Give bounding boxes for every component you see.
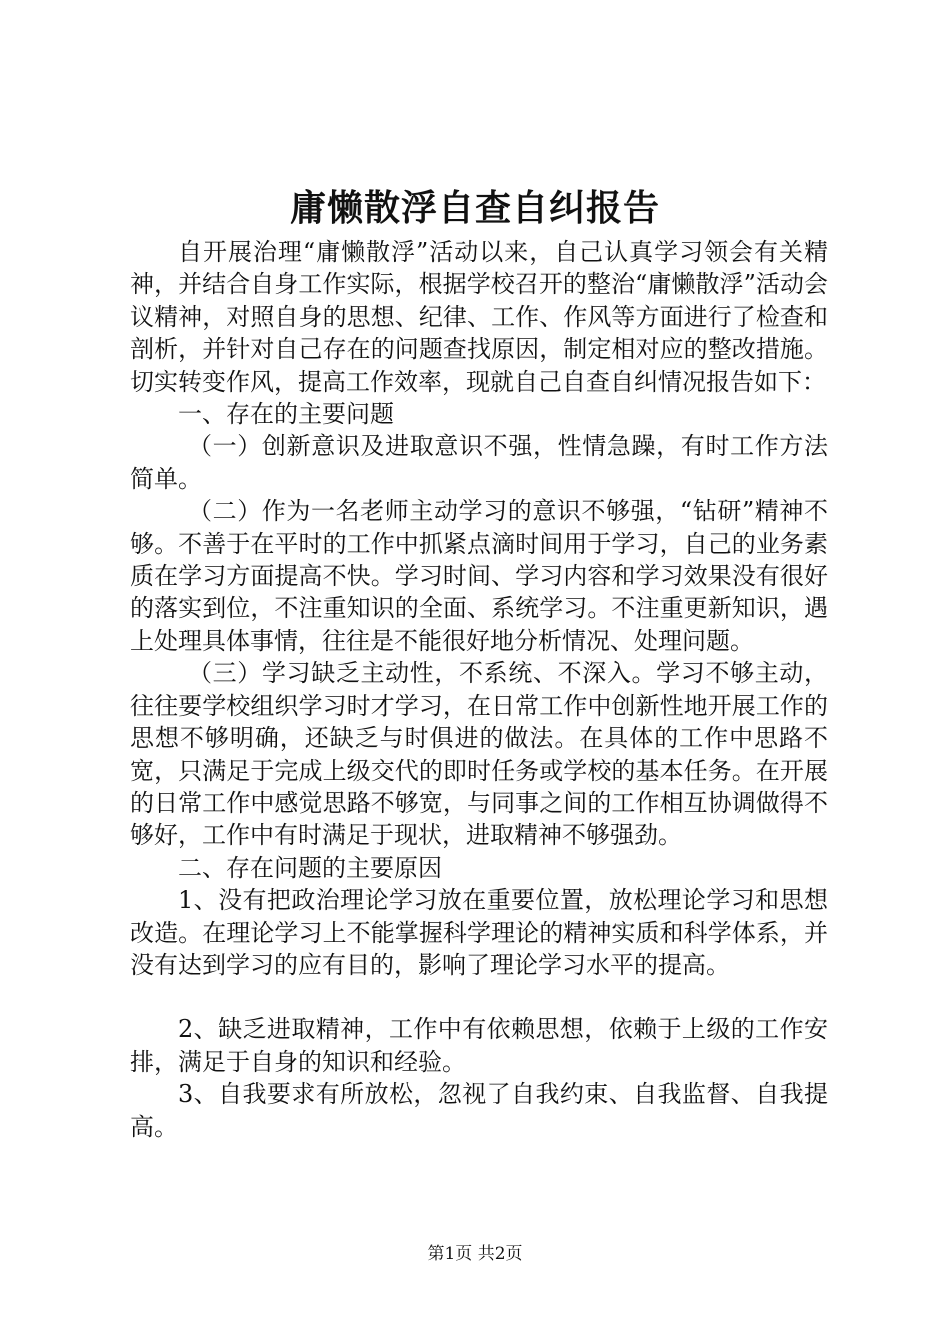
document-body bbox=[130, 236, 828, 1143]
page-footer: 第1页 共2页 bbox=[427, 1244, 523, 1264]
cause-item-3: 3、自我要求有所放松，忽视了自我约束、自我监督、自我提高。 bbox=[130, 1080, 828, 1141]
section-heading-causes: 二、存在问题的主要原因 bbox=[178, 853, 442, 882]
paragraph-spacer bbox=[130, 981, 828, 1013]
problem-item-3: （三）学习缺乏主动性，不系统、不深入。学习不够主动，往往要学校组织学习时才学习，在日常工作中创新性地开展工作的思想不够明确，还缺乏与时俱进的做法。在具体的工作中思路不宽，只满足于完成上级交代的即时任务或学校的基本任务。在开展的日常工作中感觉思路不够宽，与同事之间的工作相互协调做得不够好，工作中有时满足于现状，进取精神不够强劲。 bbox=[130, 659, 828, 850]
problem-item-1: （一）创新意识及进取意识不强，性情急躁，有时工作方法简单。 bbox=[130, 432, 828, 493]
problem-item-2: （二）作为一名老师主动学习的意识不够强，“钻研”精神不够。不善于在平时的工作中抓紧点滴时间用于学习，自己的业务素质在学习方面提高不快。学习时间、学习内容和学习效果没有很好的落实到位，不注重知识的全面、系统学习。不注重更新知识，遇上处理具体事情，往往是不能很好地分析情况、处理问题。 bbox=[130, 497, 828, 655]
cause-item-2: 2、缺乏进取精神，工作中有依赖思想，依赖于上级的工作安排，满足于自身的知识和经验。 bbox=[130, 1015, 828, 1076]
intro-paragraph: 自开展治理“庸懒散浮”活动以来，自己认真学习领会有关精神，并结合自身工作实际，根据学校召开的整治“庸懒散浮”活动会议精神，对照自身的思想、纪律、工作、作风等方面进行了检查和剖析，并针对自己存在的问题查找原因，制定相对应的整改措施。切实转变作风，提高工作效率，现就自己自查自纠情况报告如下： bbox=[130, 238, 828, 396]
document-title: 庸懒散浮自查自纠报告 bbox=[289, 187, 660, 229]
cause-item-1: 1、没有把政治理论学习放在重要位置，放松理论学习和思想改造。在理论学习上不能掌握科学理论的精神实质和科学体系，并没有达到学习的应有目的，影响了理论学习水平的提高。 bbox=[130, 886, 828, 979]
section-heading-problems: 一、存在的主要问题 bbox=[178, 400, 394, 429]
